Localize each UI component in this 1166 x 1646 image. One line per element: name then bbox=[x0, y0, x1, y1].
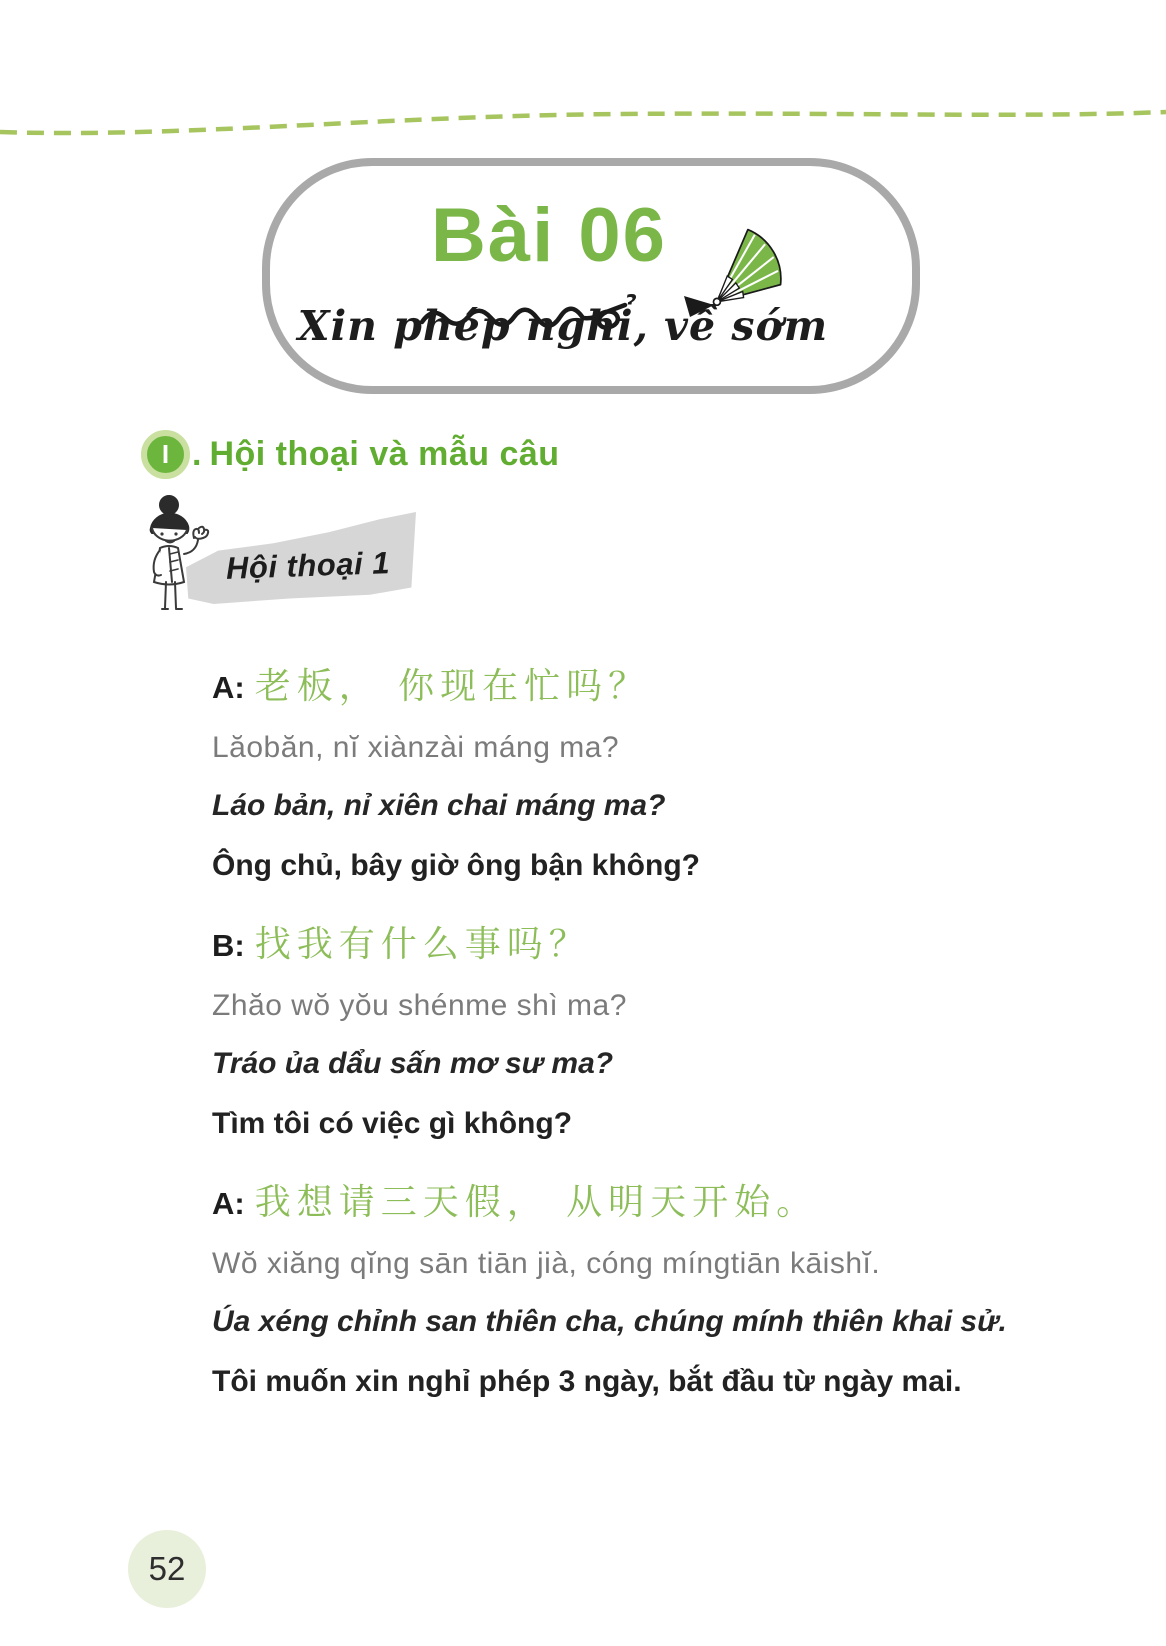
page-number-badge: 52 bbox=[128, 1530, 206, 1608]
vietnamese-phonetic-line: Láo bản, nỉ xiên chai máng ma? bbox=[212, 789, 666, 822]
pinyin-line: Lăobăn, nĭ xiànzài máng ma? bbox=[212, 731, 620, 764]
chinese-line bbox=[212, 662, 972, 712]
section-heading bbox=[141, 430, 560, 479]
vietnamese-phonetic-line: Tráo ủa dẩu sấn mơ sư ma? bbox=[212, 1047, 614, 1080]
section-separator: . bbox=[192, 435, 202, 473]
dialogue-exchange bbox=[212, 920, 972, 1146]
section-number-badge: I bbox=[141, 430, 190, 479]
section-title: Hội thoại và mẫu câu bbox=[209, 435, 560, 473]
speaker-label: A: bbox=[212, 670, 245, 705]
lesson-title-script: Xin phép nghỉ, về sớm bbox=[297, 302, 829, 350]
chinese-sentence: 找我有什么事吗？ bbox=[254, 924, 591, 965]
dialogue-banner-label: Hội thoại 1 bbox=[225, 545, 391, 586]
lesson-header-box bbox=[262, 158, 920, 394]
speaker-label: A: bbox=[212, 1186, 245, 1221]
speaker-label: B: bbox=[212, 928, 245, 963]
vietnamese-translation-line: Ông chủ, bây giờ ông bận không? bbox=[212, 849, 700, 882]
dashed-divider-line bbox=[0, 98, 1166, 144]
pinyin-line: Zhăo wŏ yŏu shénme shì ma? bbox=[212, 989, 627, 1022]
vietnamese-translation-line: Tôi muốn xin nghỉ phép 3 ngày, bắt đầu từ ngày mai. bbox=[212, 1365, 962, 1398]
chinese-sentence: 老板， 你现在忙吗？ bbox=[254, 666, 651, 707]
dialogue-exchange bbox=[212, 662, 972, 888]
pinyin-line: Wŏ xiăng qĭng sān tiān jià, cóng míngtiān kāishĭ. bbox=[212, 1247, 881, 1280]
dialogue-section bbox=[212, 662, 1007, 1436]
vietnamese-translation-line: Tìm tôi có việc gì không? bbox=[212, 1107, 573, 1140]
lesson-number-title: Bài 06 bbox=[431, 193, 667, 278]
vietnamese-phonetic-line: Úa xéng chỉnh san thiên cha, chúng mính thiên khai sử. bbox=[212, 1305, 1007, 1338]
chinese-sentence: 我想请三天假， 从明天开始。 bbox=[254, 1182, 819, 1223]
chinese-line bbox=[212, 1178, 972, 1228]
chinese-line bbox=[212, 920, 972, 970]
dialogue-exchange bbox=[212, 1178, 1007, 1404]
